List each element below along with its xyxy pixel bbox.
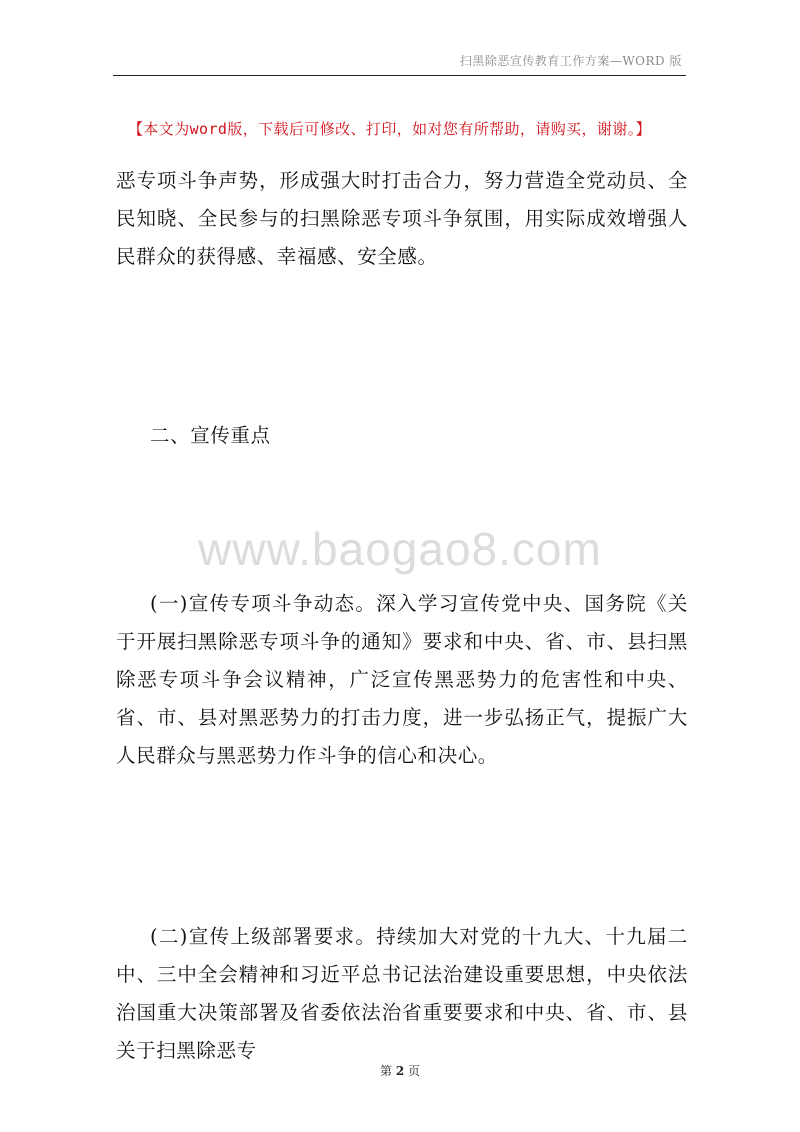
running-header: 扫黑除恶宣传教育工作方案—WORD 版: [459, 54, 682, 68]
paragraph-item-1: (一)宣传专项斗争动态。深入学习宣传党中央、国务院《关于开展扫黑除恶专项斗争的通知》要求和中央、省、市、县扫黑除恶专项斗争会议精神，广泛宣传黑恶势力的危害性和中央、省、市、县对黑恶势力的打击力度，进一步弘扬正气，提振广大人民群众与黑恶势力作斗争的信心和决心。: [116, 592, 688, 767]
section-heading: 二、宣传重点: [150, 424, 271, 447]
paragraph-item-2: (二)宣传上级部署要求。持续加大对党的十九大、十九届二中、三中全会精神和习近平总书记法治建设重要思想，中央依法治国重大决策部署及省委依法治省重要要求和中央、省、市、县关于扫黑除恶专: [116, 925, 688, 1062]
footer-suffix: 页: [408, 1064, 421, 1078]
page-footer: [0, 1062, 800, 1079]
footer-prefix: 第: [379, 1064, 392, 1078]
page-number: 2: [395, 1064, 405, 1078]
continued-paragraph: 恶专项斗争声势，形成强大时打击合力，努力营造全党动员、全民知晓、全民参与的扫黑除恶专项斗争氛围，用实际成效增强人民群众的获得感、幸福感、安全感。: [116, 169, 688, 268]
purchase-notice: 【本文为word版，下载后可修改、打印，如对您有所帮助，请购买，谢谢。】: [128, 120, 652, 138]
header-rule: [113, 75, 686, 76]
watermark: www.baogao8.com: [198, 523, 602, 575]
